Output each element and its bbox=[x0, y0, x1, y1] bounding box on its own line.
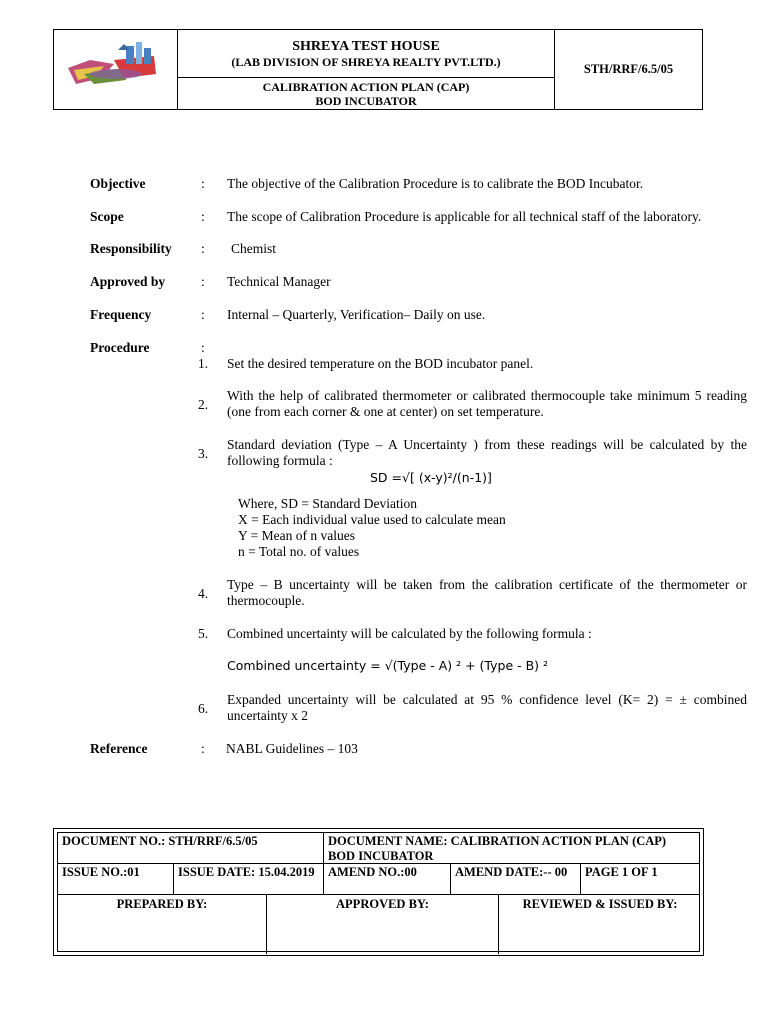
issue-date: ISSUE DATE: 15.04.2019 bbox=[178, 865, 315, 879]
step-number: 2. bbox=[198, 397, 209, 412]
scope-value: The scope of Calibration Procedure is applicable for all technical staff of the laboratory. bbox=[227, 209, 702, 224]
prepared-by: PREPARED BY: bbox=[116, 897, 208, 911]
issue-number: ISSUE NO.:01 bbox=[62, 865, 140, 879]
colon: : bbox=[201, 340, 205, 355]
where-line: n = Total no. of values bbox=[238, 544, 360, 559]
step-number: 5. bbox=[198, 626, 209, 641]
amend-date: AMEND DATE:-- 00 bbox=[455, 865, 568, 879]
step-text: Expanded uncertainty will be calculated at 95 % confidence level (K= 2) = ± combined uncertainty x 2 bbox=[227, 692, 747, 723]
amend-number: AMEND NO.:00 bbox=[328, 865, 417, 879]
step-text: Set the desired temperature on the BOD incubator panel. bbox=[227, 356, 534, 371]
step-number: 6. bbox=[198, 701, 209, 716]
company-block bbox=[178, 30, 554, 78]
doc-name bbox=[324, 833, 702, 865]
equipment-name: BOD INCUBATOR bbox=[315, 94, 417, 108]
plan-title: CALIBRATION ACTION PLAN (CAP) bbox=[262, 80, 470, 94]
where-block bbox=[238, 496, 417, 512]
responsibility-value: Chemist bbox=[231, 241, 277, 256]
document-footer bbox=[53, 828, 704, 956]
where-line: X = Each individual value used to calculate mean bbox=[238, 512, 506, 527]
step-text: Standard deviation (Type – A Uncertainty ) from these readings will be calculated by the following formula : bbox=[227, 437, 747, 468]
where-line: Where, SD = Standard Deviation bbox=[238, 496, 417, 511]
objective-label: Objective bbox=[90, 176, 146, 191]
doc-name-line2: BOD INCUBATOR bbox=[328, 849, 434, 863]
scope-label: Scope bbox=[90, 209, 124, 224]
company-name: SHREYA TEST HOUSE bbox=[292, 39, 440, 54]
page-indicator: PAGE 1 OF 1 bbox=[585, 865, 658, 879]
procedure-label: Procedure bbox=[90, 340, 150, 355]
step-number: 4. bbox=[198, 586, 209, 601]
doc-name-line1: DOCUMENT NAME: CALIBRATION ACTION PLAN (CAP) bbox=[328, 834, 667, 848]
where-line: Y = Mean of n values bbox=[238, 528, 355, 543]
header-title-cell bbox=[178, 30, 555, 109]
sd-formula: SD =√[ (x-y)²/(n-1)] bbox=[370, 470, 492, 485]
approved-label: Approved by bbox=[90, 274, 166, 289]
reference-label: Reference bbox=[90, 741, 148, 756]
footer-divider bbox=[58, 894, 699, 895]
responsibility-label: Responsibility bbox=[90, 241, 172, 256]
step-number: 3. bbox=[198, 446, 209, 461]
doc-code: STH/RRF/6.5/05 bbox=[583, 62, 674, 76]
where-block-defs bbox=[238, 512, 506, 560]
approved-by: APPROVED BY: bbox=[336, 897, 429, 911]
company-division: (LAB DIVISION OF SHREYA REALTY PVT.LTD.) bbox=[231, 55, 501, 69]
doc-number: DOCUMENT NO.: STH/RRF/6.5/05 bbox=[62, 834, 258, 848]
objective-value: The objective of the Calibration Procedure is to calibrate the BOD Incubator. bbox=[227, 176, 644, 191]
combined-formula: Combined uncertainty = √(Type - A) ² + (Type - B) ² bbox=[227, 658, 549, 673]
colon: : bbox=[201, 241, 205, 256]
colon: : bbox=[201, 274, 205, 289]
step-text: Type – B uncertainty will be taken from the calibration certificate of the thermometer or thermocouple. bbox=[227, 577, 747, 608]
colon: : bbox=[201, 209, 205, 224]
frequency-value: Internal – Quarterly, Verification– Daily on use. bbox=[227, 307, 486, 322]
frequency-label: Frequency bbox=[90, 307, 152, 322]
company-logo-icon bbox=[54, 30, 178, 108]
reviewed-issued-by: REVIEWED & ISSUED BY: bbox=[522, 897, 678, 911]
step-number: 1. bbox=[198, 356, 209, 371]
logo-cell bbox=[54, 30, 178, 109]
step-text: With the help of calibrated thermometer or calibrated thermocouple take minimum 5 reading (one from each corner & one at center) on set temperature. bbox=[227, 388, 747, 419]
reference-value: NABL Guidelines – 103 bbox=[226, 741, 358, 756]
colon: : bbox=[201, 741, 205, 756]
footer-grid bbox=[57, 832, 700, 952]
approved-value: Technical Manager bbox=[227, 274, 331, 289]
step-text: Combined uncertainty will be calculated by the following formula : bbox=[227, 626, 592, 641]
document-header bbox=[53, 29, 703, 110]
plan-title-block bbox=[178, 78, 554, 109]
colon: : bbox=[201, 307, 205, 322]
colon: : bbox=[201, 176, 205, 191]
